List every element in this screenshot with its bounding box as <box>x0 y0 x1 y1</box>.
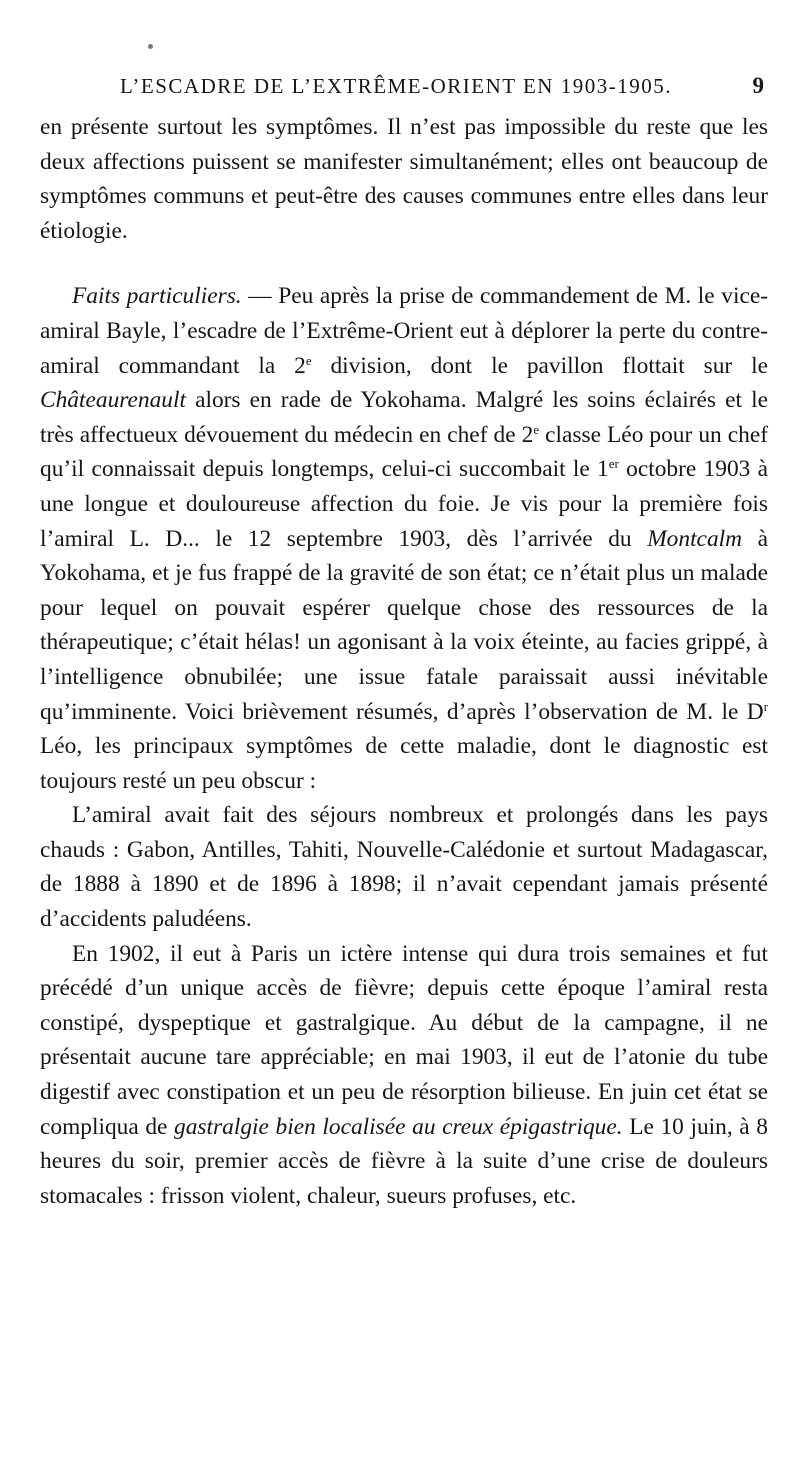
ordinal-superscript: e <box>305 352 312 368</box>
ordinal-superscript: er <box>608 456 619 472</box>
text-run: Léo, les principaux symptômes de cette maladie, dont le diagnostic est toujours resté un peu obscur : <box>40 733 768 794</box>
title-base: D <box>746 698 764 725</box>
ship-name: Montcalm <box>647 525 743 552</box>
ordinal-superscript: e <box>533 421 540 437</box>
section-heading: Faits particuliers. <box>72 283 242 310</box>
ordinal-base: 2 <box>521 421 534 448</box>
emphasis-text: gastralgie bien localisée au creux épigastrique. <box>174 1113 623 1140</box>
page-number: 9 <box>752 73 764 98</box>
text-run: à Yokohama, et je fus frappé de la gravité de son état; ce n’était plus un malade pour lequel on pouvait espérer quelque chose des ressources de la thérapeutique; c’était hélas! un agonisant à la voix éteinte, au facies grippé, à l’intelligence obnubilée; une issue fatale paraissait aussi inévitable qu’imminente. Voici brièvement résumés, d’après l’observation de M. le <box>40 525 768 725</box>
ship-name: Châteaurenault <box>40 387 186 414</box>
ordinal-base: 2 <box>294 352 306 379</box>
paragraph-ictere <box>40 937 768 1214</box>
body-text <box>40 110 768 1213</box>
paragraph-continued: en présente surtout les symptômes. Il n’est pas impossible du reste que les deux affections puissent se manifester simultanément; elles ont beaucoup de symptômes communs et peut-être des causes communes entre elles dans leur étiologie. <box>40 114 768 244</box>
running-head <box>40 70 768 102</box>
printing-speck <box>148 44 153 49</box>
ordinal-1er <box>597 456 619 482</box>
text-run: Peu après la prise de commandement de M. le vice-amiral Bayle, l’escadre de l’Extrême-Orient eut à déplorer la perte du contre-amiral commandant la <box>40 283 769 379</box>
book-page <box>40 0 768 1471</box>
title-superscript: r <box>763 698 768 714</box>
text-run: En 1902, il eut à Paris un ictère intense qui dura trois semaines et fut précédé d’un unique accès de fièvre; depuis cette époque l’amiral resta constipé, dyspeptique et gastralgique. Au début de la campagne, il ne présentait aucune tare appréciable; en mai 1903, il eut de l’atonie du tube digestif avec constipation et un peu de résorption bilieuse. En juin cet état se compliqua de <box>40 940 768 1140</box>
ordinal-base: 1 <box>597 456 609 483</box>
ordinal-2e <box>522 422 539 448</box>
text-run: classe Léo pour un chef qu’il connaissait depuis longtemps, celui-ci succombait le <box>40 421 768 483</box>
text-run: alors en rade de Yokohama. Malgré les soins éclairés et le très affectueux dévouement du médecin en chef de <box>40 387 768 448</box>
ordinal-2e <box>294 353 311 379</box>
text-run: octobre 1903 à une longue et douloureuse affection du foie. Je vis pour la première fois l’amiral L. D... le 12 septembre 1903, dès l’arrivée du <box>40 456 769 552</box>
paragraph-sejours: L’amiral avait fait des séjours nombreux et prolongés dans les pays chauds : Gabon, Antilles, Tahiti, Nouvelle-Calédonie et surtout Madagascar, de 1888 à 1890 et de 1896 à 1898; il n’avait cependant jamais présenté d’accidents paludéens. <box>40 802 768 933</box>
running-title: L’ESCADRE DE L’EXTRÊME-ORIENT EN 1903-1905. <box>120 74 672 98</box>
heading-dash: — <box>241 283 279 310</box>
text-run: Le 10 juin, à 8 heures du soir, premier accès de fièvre à la suite d’une crise de douleurs stomacales : frisson violent, chaleur, sueurs profuses, etc. <box>40 1113 768 1209</box>
text-run: division, dont le pavillon flottait sur le <box>311 352 768 379</box>
paragraph-faits-particuliers <box>40 279 768 798</box>
title-dr <box>747 699 768 725</box>
